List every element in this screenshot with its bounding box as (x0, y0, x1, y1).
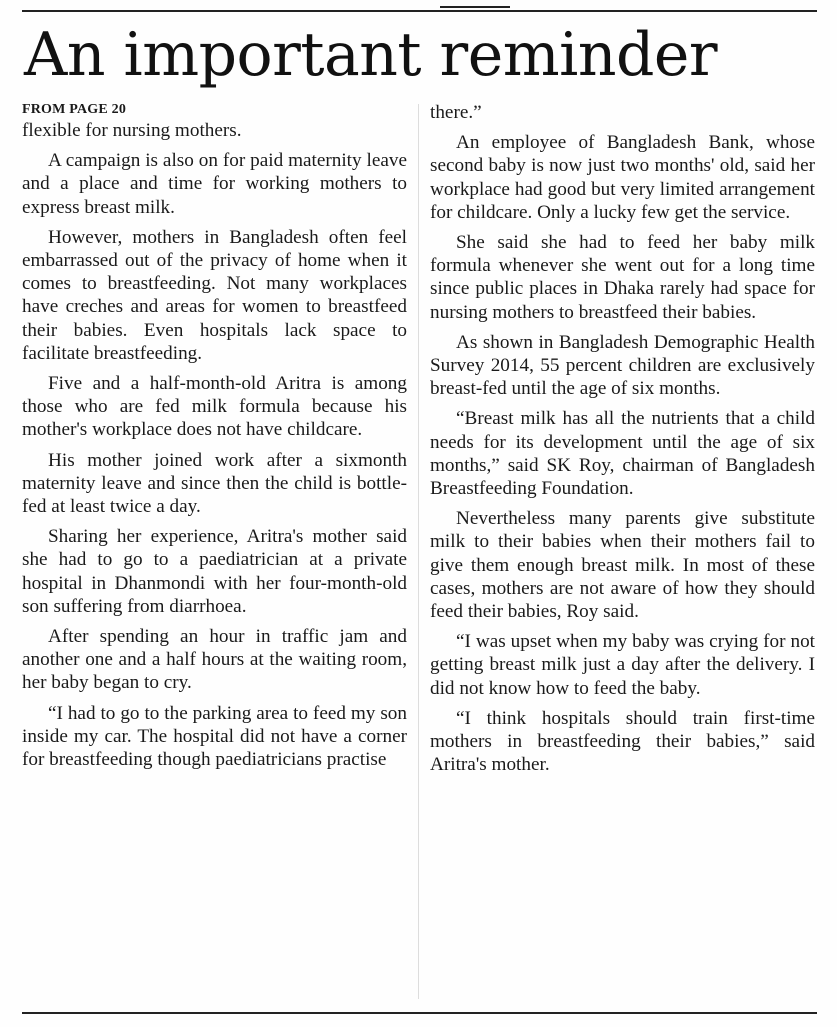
paragraph: After spending an hour in traffic jam and another one and a half hours at the waiting room, her baby began to cry. (22, 626, 407, 694)
bottom-rule (22, 1012, 817, 1014)
top-rule (22, 10, 817, 12)
paragraph: “I had to go to the parking area to feed my son inside my car. The hospital did not have a corner for breastfeeding though paediatricians practise (22, 702, 407, 771)
paragraph: An employee of Bangladesh Bank, whose second baby is now just two months' old, said her workplace had good but very limited arrangement for childcare. Only a lucky few get the service. (430, 132, 815, 223)
paragraph: However, mothers in Bangladesh often feel embarrassed out of the privacy of home when it comes to breastfeeding. Not many workplaces have creches and areas for women to breastfeed their babies. Even hospitals lack space to facilitate breastfeeding. (22, 226, 407, 364)
paragraph: “I was upset when my baby was crying for not getting breast milk just a day after the delivery. I did not know how to feed the baby. (430, 631, 815, 699)
paragraph: She said she had to feed her baby milk formula whenever she went out for a long time since public places in Dhaka rarely had space for nursing mothers to breastfeed their babies. (430, 232, 815, 323)
paragraph: “I think hospitals should train first-time mothers in breastfeeding their babies,” said Aritra's mother. (430, 707, 815, 776)
paragraph: flexible for nursing mothers. (22, 120, 242, 141)
from-page-label: FROM PAGE 20 (22, 102, 127, 117)
paragraph: Sharing her experience, Aritra's mother said she had to go to a paediatrician at a private hospital in Dhanmondi with her four-month-old son suffering from diarrhoea. (22, 526, 407, 617)
column-gutter (418, 104, 419, 999)
top-rule-tick (440, 0, 510, 8)
left-column (22, 101, 407, 778)
right-column (430, 101, 815, 783)
headline: An important reminder (24, 20, 718, 90)
paragraph: A campaign is also on for paid maternity leave and a place and time for working mothers to express breast milk. (22, 150, 407, 218)
paragraph: Nevertheless many parents give substitute milk to their babies when their mothers fail to give them enough breast milk. In most of these cases, mothers are not aware of how they should feed their babies, Roy said. (430, 508, 815, 623)
paragraph: Five and a half-month-old Aritra is among those who are fed milk formula because his mother's workplace does not have childcare. (22, 373, 407, 441)
paragraph: “Breast milk has all the nutrients that a child needs for its development until the age of six months,” said SK Roy, chairman of Bangladesh Breastfeeding Foundation. (430, 408, 815, 500)
paragraph: there.” (430, 102, 482, 123)
paragraph: His mother joined work after a sixmonth maternity leave and since then the child is bottle-fed at least twice a day. (22, 449, 407, 518)
paragraph: As shown in Bangladesh Demographic Health Survey 2014, 55 percent children are exclusively breast-fed until the age of six months. (430, 331, 815, 400)
